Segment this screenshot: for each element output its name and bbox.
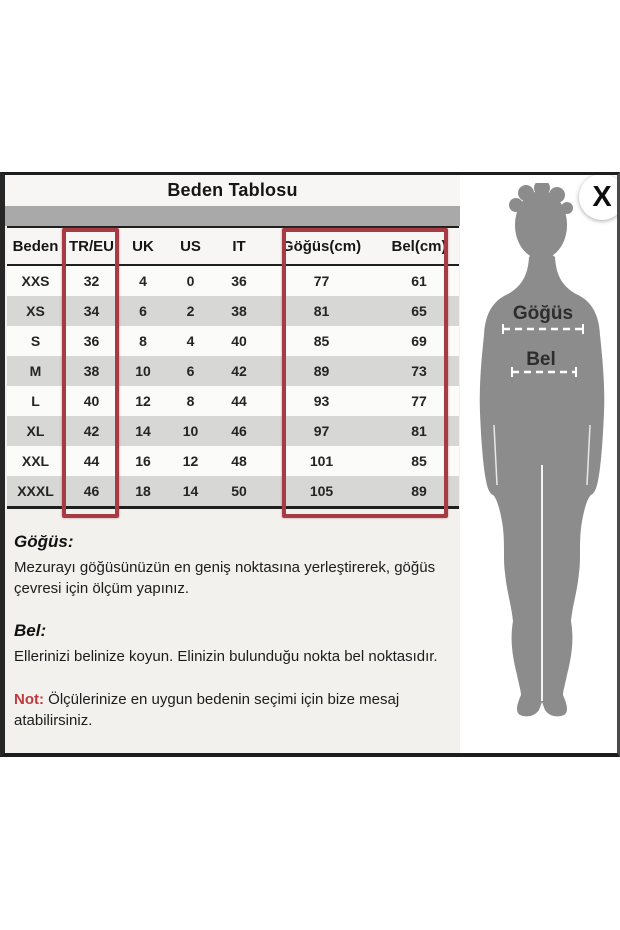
column-header: TR/EU [64,227,119,265]
table-cell: 32 [64,265,119,296]
table-cell: 77 [264,265,379,296]
instructions-block [14,532,458,731]
chest-instruction-heading: Göğüs: [14,532,74,551]
table-cell: 36 [64,326,119,356]
page-title: Beden Tablosu [167,180,298,200]
divider-bar [5,206,460,226]
table-cell: 69 [379,326,459,356]
table-cell: 6 [119,296,167,326]
modal-title-bar [5,175,460,206]
table-cell: 73 [379,356,459,386]
table-cell: 101 [264,446,379,476]
table-cell: 65 [379,296,459,326]
table-cell: 2 [167,296,214,326]
table-cell: 10 [119,356,167,386]
chest-label: Göğüs [512,303,574,324]
table-row [7,416,459,446]
table-cell: 44 [64,446,119,476]
table-cell: 89 [379,476,459,508]
table-cell: 105 [264,476,379,508]
table-cell: 4 [167,326,214,356]
table-cell: M [7,356,64,386]
waist-instruction-body: Ellerinizi belinize koyun. Elinizin bulunduğu nokta bel noktasıdır. [14,648,438,665]
table-cell: 89 [264,356,379,386]
table-cell: 81 [264,296,379,326]
table-cell: 97 [264,416,379,446]
table-cell: 46 [64,476,119,508]
table-cell: 40 [64,386,119,416]
table-cell: 34 [64,296,119,326]
table-cell: 42 [214,356,264,386]
column-header: Beden [7,227,64,265]
table-cell: 93 [264,386,379,416]
table-cell: 14 [167,476,214,508]
table-cell: 4 [119,265,167,296]
note-body: Ölçülerinize en uygun bedenin seçimi için bize mesaj atabilirsiniz. [14,691,400,729]
table-cell: 46 [214,416,264,446]
table-cell: 10 [167,416,214,446]
table-cell: 61 [379,265,459,296]
table-cell: S [7,326,64,356]
table-cell: 14 [119,416,167,446]
waist-label: Bel [526,349,556,370]
column-header: Bel(cm) [379,227,459,265]
size-table [7,226,459,509]
table-cell: 85 [379,446,459,476]
table-cell: 0 [167,265,214,296]
table-row [7,326,459,356]
column-header: Göğüs(cm) [264,227,379,265]
table-cell: 12 [167,446,214,476]
chest-instruction-body: Mezurayı göğüsünüzün en geniş noktasına yerleştirerek, göğüs çevresi için ölçüm yapınız. [14,559,436,597]
table-cell: XL [7,416,64,446]
table-cell: 81 [379,416,459,446]
table-cell: 38 [214,296,264,326]
table-row [7,265,459,296]
size-table-header-row [7,227,459,265]
table-cell: 6 [167,356,214,386]
table-cell: 77 [379,386,459,416]
column-header: UK [119,227,167,265]
table-cell: 42 [64,416,119,446]
table-cell: XS [7,296,64,326]
table-cell: XXS [7,265,64,296]
head [515,191,567,259]
table-cell: 48 [214,446,264,476]
body-silhouette-figure [460,183,617,723]
close-button[interactable]: X [579,174,620,220]
table-cell: 40 [214,326,264,356]
table-cell: 16 [119,446,167,476]
table-cell: 85 [264,326,379,356]
size-chart-panel [5,175,460,753]
table-row [7,446,459,476]
table-cell: 8 [167,386,214,416]
column-header: US [167,227,214,265]
table-row [7,476,459,508]
table-cell: L [7,386,64,416]
table-row [7,296,459,326]
table-cell: 36 [214,265,264,296]
note-line [14,689,458,731]
table-row [7,356,459,386]
table-cell: 50 [214,476,264,508]
table-cell: 38 [64,356,119,386]
column-header: IT [214,227,264,265]
table-cell: 44 [214,386,264,416]
figure-panel [460,175,617,753]
waist-instruction-heading: Bel: [14,621,47,640]
table-cell: 12 [119,386,167,416]
table-cell: 8 [119,326,167,356]
table-cell: 18 [119,476,167,508]
note-label: Not: [14,691,44,708]
table-row [7,386,459,416]
size-chart-modal [0,172,620,757]
size-table-body [7,265,459,508]
table-cell: XXL [7,446,64,476]
table-cell: XXXL [7,476,64,508]
